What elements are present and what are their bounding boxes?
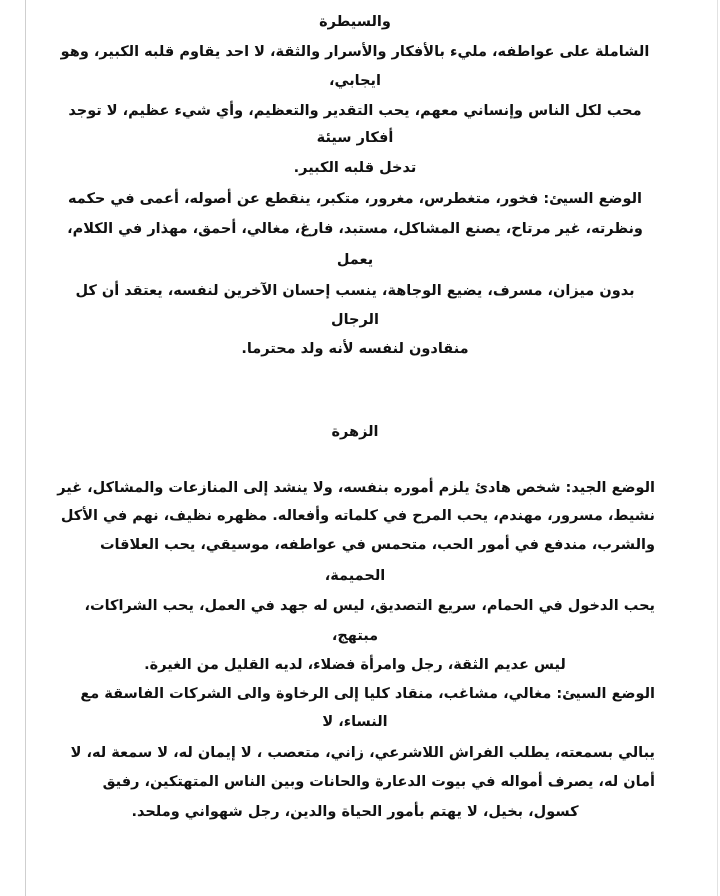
text-line: يحب الدخول في الحمام، سريع التصديق، ليس له جهد في العمل، يحب الشراكات، xyxy=(84,598,655,614)
text-line: الشاملة على عواطفه، مليء بالأفكار والأسرار والثقة، لا احد يقاوم قلبه الكبير، وهو xyxy=(60,44,650,60)
text-line: والسيطرة xyxy=(319,14,391,30)
text-line: الوضع السيئ: فخور، متغطرس، مغرور، متكبر، ينقطع عن أصوله، أعمى في حكمه xyxy=(67,191,643,207)
text-line: يبالي بسمعته، يطلب الفراش اللاشرعي، زاني، متعصب ، لا إيمان له، لا سمعة له، لا xyxy=(70,745,655,761)
text-line: ونظرته، غير مرتاح، يصنع المشاكل، مستبد، فارغ، مغالي، أحمق، مهذار في الكلام، xyxy=(67,221,643,237)
page-right-border xyxy=(717,0,718,896)
section-heading-venus: الزهرة xyxy=(331,424,379,440)
text-line: الحميمة، xyxy=(324,568,386,584)
text-line: النساء، لا xyxy=(322,714,388,730)
text-line: نشيط، مسرور، مهندم، يحب المرح في كلماته وأفعاله. مظهره نظيف، نهم في الأكل xyxy=(60,508,655,524)
page-left-border xyxy=(25,0,26,896)
text-line: محب لكل الناس وإنساني معهم، يحب التقدير والتعظيم، وأي شيء عظيم، لا توجد xyxy=(68,103,642,119)
text-line: أفكار سيئة xyxy=(316,130,394,146)
text-line: الوضع السيئ: مغالي، مشاغب، منقاد كليا إلى الرخاوة والى الشركات الفاسقة مع xyxy=(80,686,655,702)
text-line: مبتهج، xyxy=(331,628,379,644)
text-line: والشرب، مندفع في أمور الحب، متحمس في عواطفه، موسيقي، يحب العلاقات xyxy=(99,537,655,553)
text-line: بدون ميزان، مسرف، يضيع الوجاهة، ينسب إحسان الآخرين لنفسه، يعتقد أن كل xyxy=(75,283,635,299)
text-line: الرجال xyxy=(331,312,379,328)
text-line: ايجابي، xyxy=(329,73,381,89)
text-line: الوضع الجيد: شخص هادئ يلزم أموره بنفسه، ولا ينشد إلى المنازعات والمشاكل، غير xyxy=(57,480,655,496)
text-line: أمان له، يصرف أمواله في بيوت الدعارة والحانات وبين الناس المتهتكين، رفيق xyxy=(102,774,655,790)
text-line: ليس عديم الثقة، رجل وامرأة فضلاء، لديه القليل من الغيرة. xyxy=(144,657,566,673)
text-line: تدخل قلبه الكبير. xyxy=(293,160,417,176)
text-line: منقادون لنفسه لأنه ولد محترما. xyxy=(241,341,469,357)
text-line: كسول، بخيل، لا يهتم بأمور الحياة والدين، رجل شهواني وملحد. xyxy=(131,804,579,820)
text-line: يعمل xyxy=(336,252,374,268)
